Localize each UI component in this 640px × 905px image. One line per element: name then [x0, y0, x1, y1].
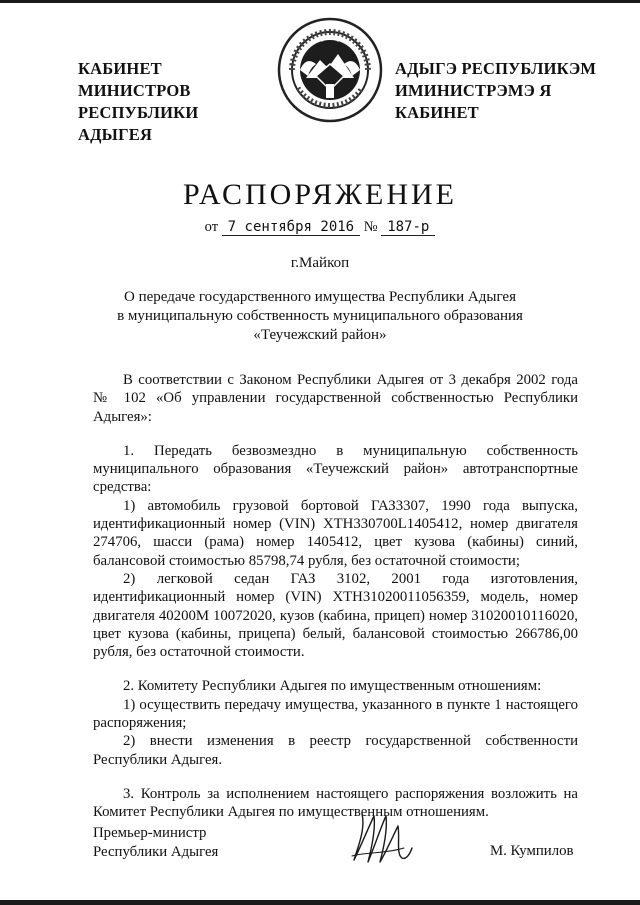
body-paragraph: 2) внести изменения в реестр государственной собственности Республики Адыгея. [93, 733, 578, 768]
body-paragraph: 2) легковой седан ГАЗ 3102, 2001 года изготовления, идентификационный номер (VIN) ХТН31020011056359, модель, номер двигателя 40200М 10072020, кузов (кабина, прицеп) номер 31020010116020, цвет кузова (кабины, прицепа) белый, балансовой стоимостью 266786,00 рубля, без остаточной стоимости. [93, 570, 578, 661]
city-of-issue: г.Майкоп [290, 255, 350, 271]
document-body [93, 371, 578, 822]
body-paragraph: 1. Передать безвозмездно в муниципальную собственность муниципального образования «Теучежский район» автотранспортные средства: [93, 442, 578, 496]
date-number-line [0, 219, 640, 236]
signer-position-line: Республики Адыгея [93, 844, 219, 860]
date-prefix: от [204, 219, 219, 235]
signer-position [93, 824, 218, 862]
coat-of-arms-icon [276, 16, 384, 124]
issuer-line: КАБИНЕТ МИНИСТРОВ [78, 59, 191, 100]
issuer-line: АДЫГЭ РЕСПУБЛИКЭМ [395, 59, 597, 78]
scan-edge-top [0, 0, 640, 3]
issuer-name-russian [78, 58, 268, 146]
signer-name: М. Кумпилов [490, 843, 574, 859]
subject-line: в муниципальную собственность муниципального образования [117, 308, 523, 324]
issuer-line: ИМИНИСТРЭМЭ Я КАБИНЕТ [395, 81, 552, 122]
document-subject [100, 288, 540, 345]
subject-line: О передаче государственного имущества Республики Адыгея [124, 289, 516, 305]
issuer-line: РЕСПУБЛИКИ АДЫГЕЯ [78, 103, 199, 144]
signature-icon [344, 808, 414, 868]
scan-edge-bottom [0, 900, 640, 905]
subject-line: «Теучежский район» [253, 327, 387, 343]
signer-position-line: Премьер-министр [93, 825, 207, 841]
body-paragraph: В соответствии с Законом Республики Адыгея от 3 декабря 2002 года № 102 «Об управлении государственной собственностью Республики Адыгея»: [93, 372, 578, 425]
body-paragraph: 3. Контроль за исполнением настоящего распоряжения возложить на Комитет Республики Адыгея по имущественным отношениям. [93, 785, 578, 821]
body-paragraph: 1) автомобиль грузовой бортовой ГАЗ3307, 1990 года выпуска, идентификационный номер (VIN) ХТН330700L1405412, номер двигателя 274706, шасси (рама) номер 1405412, цвет кузова (кабины) синий, балансовой стоимостью 85798,74 рубля, без остаточной стоимости; [93, 497, 578, 569]
document-date: 7 сентября 2016 [222, 219, 360, 236]
document-number: 187-р [381, 219, 435, 236]
body-paragraph: 1) осуществить передачу имущества, указанного в пункте 1 настоящего распоряжения; [93, 696, 578, 732]
document-title: РАСПОРЯЖЕНИЕ [182, 178, 458, 211]
number-label: № [363, 219, 378, 235]
issuer-name-adyghe [395, 58, 635, 124]
body-paragraph: 2. Комитету Республики Адыгея по имущественным отношениям: [123, 678, 542, 695]
